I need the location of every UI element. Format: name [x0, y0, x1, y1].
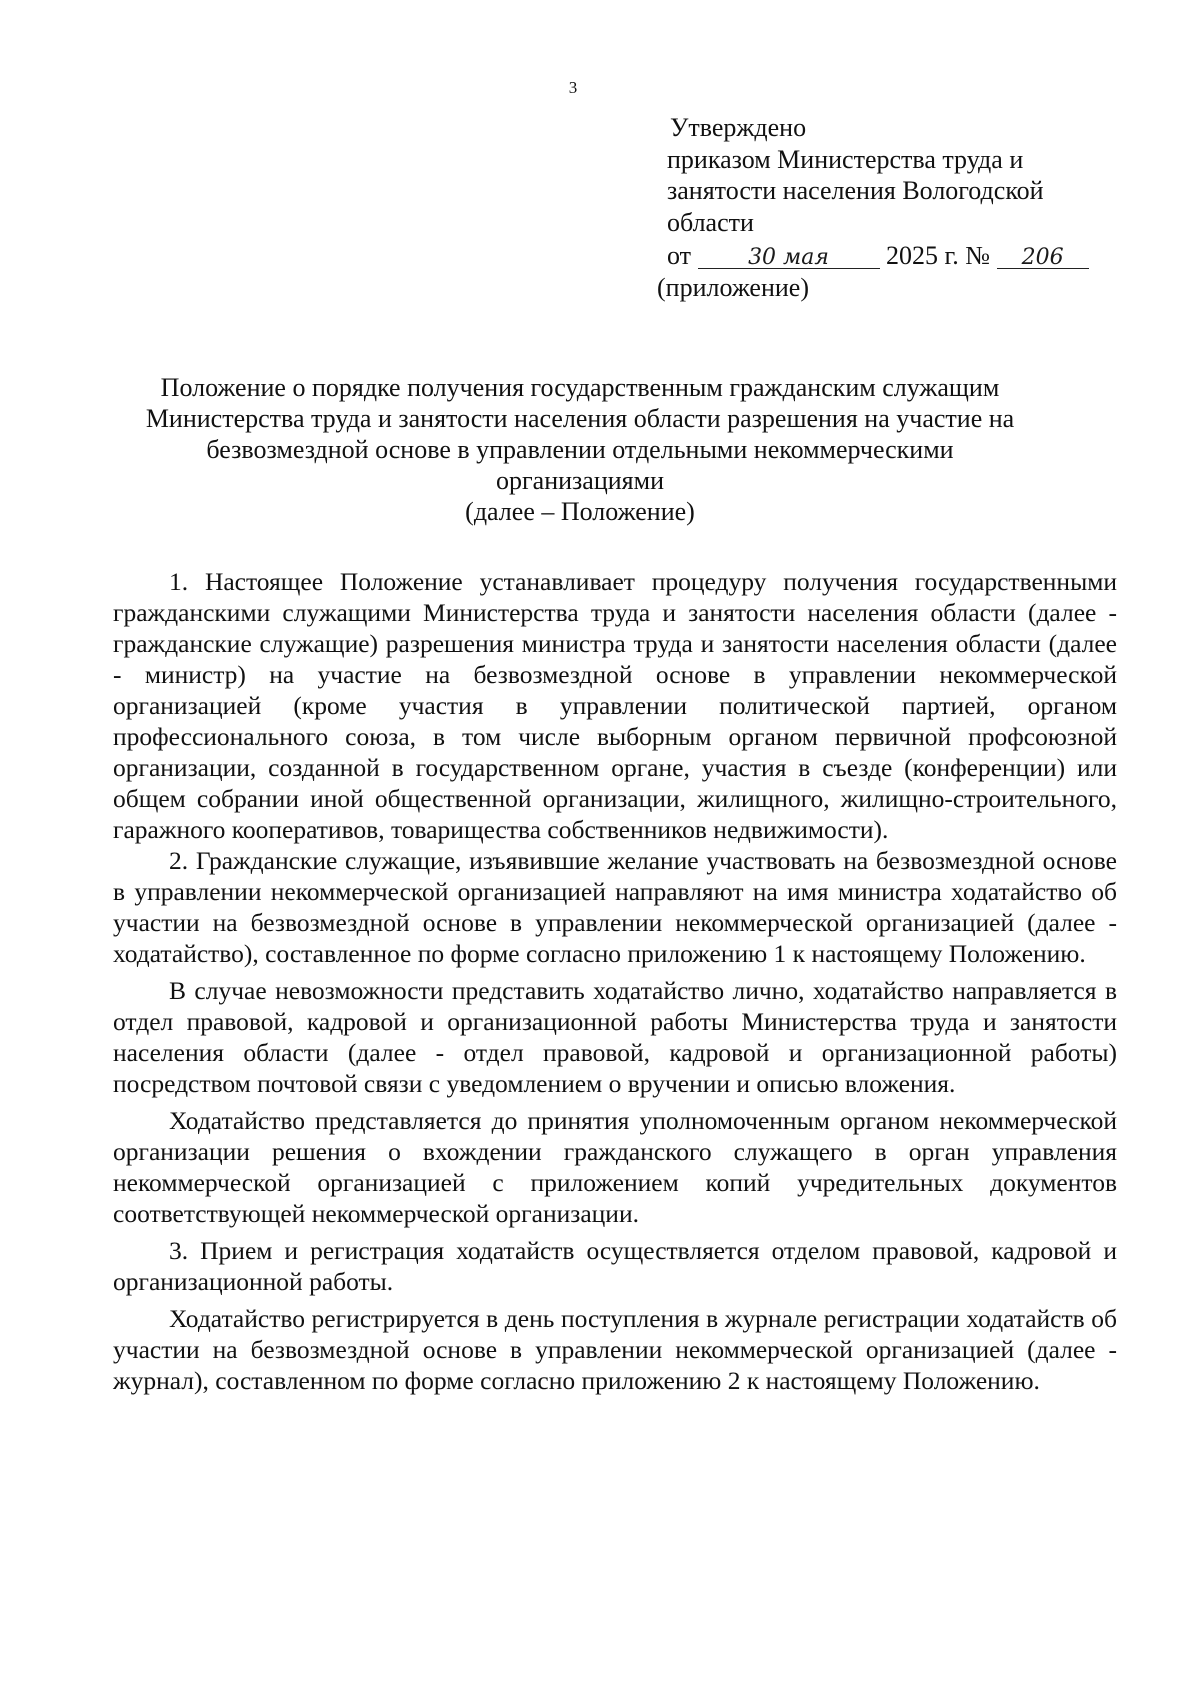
- document-body: [113, 566, 1117, 1396]
- handwritten-order-number: 206: [997, 242, 1089, 269]
- annex-label: (приложение): [657, 272, 810, 302]
- title-line-4: организациями: [496, 466, 664, 495]
- paragraph-4: Ходатайство представляется до принятия уполномоченным органом некоммерческой организации решения о вхождении гражданского служащего в орган управления некоммерческой организацией с приложением копий учредительных документов соответствующей некоммерческой организации.: [113, 1106, 1117, 1228]
- date-year: 2025 г.: [886, 241, 959, 270]
- paragraph-3: В случае невозможности представить ходатайство лично, ходатайство направляется в отдел правовой, кадровой и организационной работы Министерства труда и занятости населения области (далее - отдел правовой, кадровой и организационной работы) посредством почтовой связи с уведомлением о вручении и описью вложения.: [113, 976, 1117, 1098]
- page-number: 3: [568, 78, 578, 97]
- paragraph-2: 2. Гражданские служащие, изъявившие желание участвовать на безвозмездной основе в управлении некоммерческой организацией направляют на имя министра ходатайство об участии на безвозмездной основе в управлении некоммерческой организацией (далее - ходатайство), составленное по форме согласно приложению 1 к настоящему Положению.: [113, 846, 1117, 968]
- approval-ministry-line: занятости населения Вологодской: [667, 176, 1044, 205]
- document-title: [120, 372, 1040, 527]
- handwritten-date: 30 мая: [698, 242, 880, 269]
- title-line-1: Положение о порядке получения государственным гражданским служащим: [160, 373, 1000, 402]
- title-line-2: Министерства труда и занятости населения области разрешения на участие на: [145, 404, 1015, 433]
- date-prefix: от: [667, 241, 692, 270]
- paragraph-5: 3. Прием и регистрация ходатайств осуществляется отделом правовой, кадровой и организационной работы.: [113, 1236, 1117, 1296]
- approval-order-line: приказом Министерства труда и: [667, 144, 1024, 174]
- title-line-3: безвозмездной основе в управлении отдельными некоммерческими: [206, 435, 954, 464]
- approval-date-line: [667, 240, 1107, 272]
- paragraph-6: Ходатайство регистрируется в день поступления в журнале регистрации ходатайств об участии на безвозмездной основе в управлении некоммерческой организацией (далее - журнал), составленном по форме согласно приложению 2 к настоящему Положению.: [113, 1304, 1117, 1395]
- approval-stamp-block: [657, 112, 1107, 303]
- title-line-5: (далее – Положение): [465, 497, 695, 526]
- paragraph-1: 1. Настоящее Положение устанавливает процедуру получения государственными гражданскими служащими Министерства труда и занятости населения области (далее - гражданские служащие) разрешения министра труда и занятости населения области (далее - министр) на участие на безвозмездной основе в управлении некоммерческой организацией (кроме участия в управлении политической партией, органом профессионального союза, в том числе выборным органом первичной профсоюзной организации, созданной в государственном органе, участия в съезде (конференции) или общем собрании иной общественной организации, жилищного, жилищно-строительного, гаражного кооперативов, товарищества собственников недвижимости).: [113, 567, 1117, 844]
- approval-region-line: области: [667, 207, 754, 237]
- approval-heading: Утверждено: [670, 113, 807, 142]
- number-sign: №: [965, 241, 991, 270]
